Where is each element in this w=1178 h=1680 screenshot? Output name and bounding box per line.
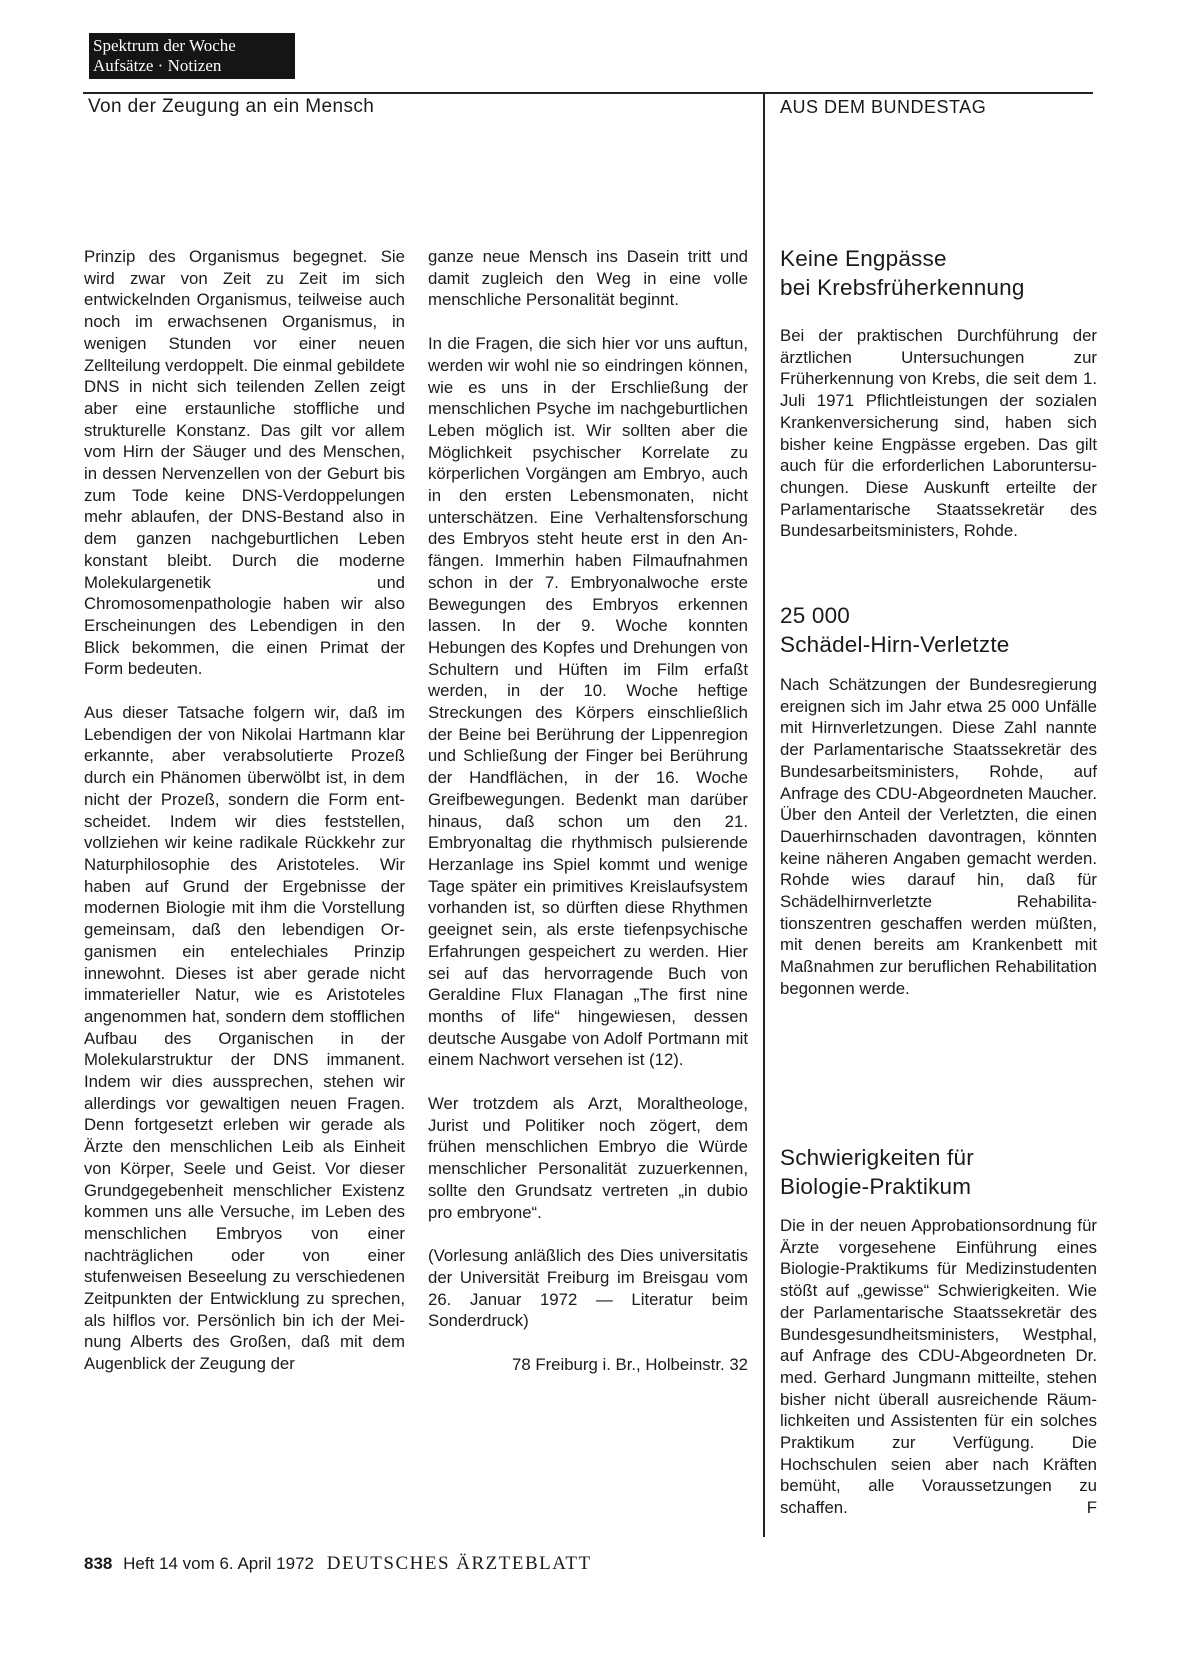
article-running-title: Von der Zeugung an ein Mensch	[88, 96, 375, 117]
paragraph: Prinzip des Organismus begegnet. Sie wird zwar von Zeit zu Zeit im sich entwickelnden Organismus, teilweise auch noch im erwachsenen Organismus, in wenigen Stunden vor einer neuen Zellteilung verdoppelt. Die einmal gebildete DNS in nicht sich teilenden Zellen zeigt aber eine erstaunliche stoffliche und strukturelle Konstanz. Das gilt vor allem vom Hirn der Säuger und des Menschen, in dessen Nervenzellen von der Geburt bis zum Tode keine DNS-Verdoppelungen mehr ablaufen, der DNS-Bestand also in dem ganzen nachgeburtlichen Leben konstant bleibt. Durch die moderne Molekulargenetik und Chromosomenpathologie haben wir also Erscheinungen des Lebendigen in den Blick bekommen, die einen Primat der Form bedeuten.	[84, 247, 405, 679]
article-column-2	[428, 246, 748, 1376]
headline-line: Keine Engpässe	[780, 246, 947, 271]
section-running-title: AUS DEM BUNDESTAG	[780, 97, 987, 117]
paragraph: Wer trotzdem als Arzt, Moraltheologe, Jurist und Politiker noch zögert, dem frühen menschlichen Embryo die Würde menschlicher Personalität zuzuerkennen, sollte den Grundsatz vertreten „in dubio pro embryone“.	[428, 1094, 748, 1222]
news-headline-1	[780, 244, 1025, 302]
headline-line: Biologie-Praktikum	[780, 1174, 972, 1199]
paragraph: ganze neue Mensch ins Dasein tritt und damit zugleich den Weg in eine volle menschliche Personalität beginnt.	[428, 247, 748, 310]
news-headline-3	[780, 1143, 974, 1201]
top-rule-left	[83, 92, 763, 94]
author-initial: F	[1086, 1498, 1097, 1518]
badge-line-1: Spektrum der Woche	[93, 36, 236, 55]
headline-line: Schädel-Hirn-Verletzte	[780, 632, 1010, 657]
paragraph: Aus dieser Tatsache folgern wir, daß im Lebendigen der von Nikolai Hartmann klar erkannte, aber verabsolutierte Prozeß durch ein Phänomen überwölbt ist, in dem nicht der Prozeß, sondern die Form entscheidet. Indem wir dies feststellen, vollziehen wir keine radikale Rückkehr zur Naturphilosophie des Aristoteles. Wir haben auf Grund der Ergebnisse der modernen Biologie mit ihm die Vorstellung gemeinsam, daß den lebendigen Organismen ein entelechiales Prinzip innewohnt. Dieses ist aber gerade nicht immaterieller Natur, wie es Aristoteles angenommen hat, sondern dem stofflichen Aufbau des Organischen in der Molekularstruktur der DNS immanent. Indem wir dies aussprechen, stehen wir allerdings vor gewaltigen neuen Fragen. Denn fortgesetzt erleben wir gerade als Ärzte den menschlichen Leib als Einheit von Körper, Seele und Geist. Vor dieser Grundgegebenheit menschlicher Existenz kommen uns alle Versuche, im Leben des menschlichen Embryos von einer nachträglichen oder von einer stufenweisen Beseelung zu verschiedenen Zeitpunkten der Entwicklung zu sprechen, als hilflos vor. Persönlich bin ich der Meinung Alberts des Großen, daß mit dem Augenblick der Zeugung der	[84, 703, 405, 1374]
top-rule-right	[765, 92, 1093, 94]
issue-info: Heft 14 vom 6. April 1972	[123, 1554, 314, 1573]
paragraph: In die Fragen, die sich hier vor uns auftun, werden wir wohl nie so eindringen können, wie es uns in der Erschließung der menschlichen Psyche im nachgeburtlichen Leben möglich ist. Wir sollten aber die Möglichkeit psychischer Korrelate zu körperlichen Vorgängen am Embryo, auch in den ersten Lebensmonaten, nicht unterschätzen. Eine Verhaltensforschung des Embryos steht heute erst in den Anfängen. Immerhin haben Filmaufnahmen schon in der 7. Embryonalwoche erste Bewegungen des Embryos erkennen lassen. In der 9. Woche konnten Hebungen des Kopfes und Drehungen von Schultern und Hüften im Film erfaßt werden, in der 10. Woche heftige Streckungen des Körpers einschließlich der Beine bei Berührung der Lippenregion und Schließung der Finger bei Berührung der Handflächen, in der 16. Woche Greifbewegungen. Bedenkt man darüber hinaus, daß schon um den 21. Embryonaltag die rhythmisch pulsierende Herzanlage ins Spiel kommt und wenige Tage später ein primitives Kreislaufsystem vorhanden ist, so dürften diese Rhythmen geeignet sein, als erste tiefenpsychische Erfahrungen gespeichert zu werden. Hier sei auf das hervorragende Buch von Geraldine Flux Flanagan „The first nine months of life“ hingewiesen, dessen deutsche Ausgabe von Adolf Portmann mit einem Nachwort versehen ist (12).	[428, 334, 748, 1070]
section-badge	[89, 33, 295, 79]
news-body-2: Nach Schätzungen der Bundesregierung ereignen sich im Jahr etwa 25 000 Unfälle mit Hirnverletzungen. Diese Zahl nannte der Parlamentarische Staatssekretär des Bundesarbeitsministers, Rohde, auf Anfrage des CDU-Abgeordneten Maucher. Über den Anteil der Verletzten, die einen Dauerhirnschaden davontragen, könnten keine näheren Angaben gemacht werden. Rohde wies darauf hin, daß für Schädelhirnverletzte Rehabilitationszentren geschaffen werden müßten, mit denen bereits am Krankenbett mit Maßnahmen zur beruflichen Rehabilitation begonnen werde.	[780, 675, 1097, 998]
headline-line: 25 000	[780, 603, 851, 628]
magazine-name: DEUTSCHES ÄRZTEBLATT	[326, 1553, 592, 1574]
column-divider	[763, 92, 765, 1537]
news-body-1: Bei der praktischen Durchführung der ärztlichen Untersuchungen zur Früherkennung von Krebs, die seit dem 1. Juli 1971 Pflichtleistungen der sozialen Krankenversicherung sind, haben sich bisher keine Engpässe ergeben. Das gilt auch für die erforderlichen Laboruntersuchungen. Diese Auskunft erteilte der Parlamentarische Staatssekretär des Bundesarbeitsministers, Rohde.	[780, 326, 1097, 541]
news-body-3	[780, 1215, 1097, 1519]
news-body-3-text: Die in der neuen Approbationsordnung für Ärzte vorgesehene Einführung eines Biologie-Praktikums für Medizinstudenten stößt auf „gewisse“ Schwierigkeiten. Wie der Parlamentarische Staatssekretär des Bundesgesundheitsministers, Westphal, auf Anfrage des CDU-Abgeordneten Dr. med. Gerhard Jungmann mitteilte, stehen bisher nicht überall ausreichende Räumlichkeiten und Assistenten für ein solches Praktikum zur Verfügung. Die Hochschulen seien aber nach Kräften bemüht, alle Voraussetzungen zu schaffen.	[780, 1216, 1097, 1518]
page-number: 838	[84, 1554, 113, 1573]
page-footer	[84, 1553, 592, 1575]
headline-line: bei Krebsfrüherkennung	[780, 275, 1025, 300]
paragraph: (Vorlesung anläßlich des Dies universitatis der Universität Freiburg im Breisgau vom 26. Januar 1972 — Literatur beim Sonderdruck)	[428, 1246, 748, 1331]
author-address: 78 Freiburg i. Br., Holbeinstr. 32	[512, 1355, 748, 1375]
news-headline-2	[780, 601, 1010, 659]
article-column-1	[84, 246, 405, 1397]
headline-line: Schwierigkeiten für	[780, 1145, 974, 1170]
badge-line-2: Aufsätze · Notizen	[93, 56, 222, 75]
